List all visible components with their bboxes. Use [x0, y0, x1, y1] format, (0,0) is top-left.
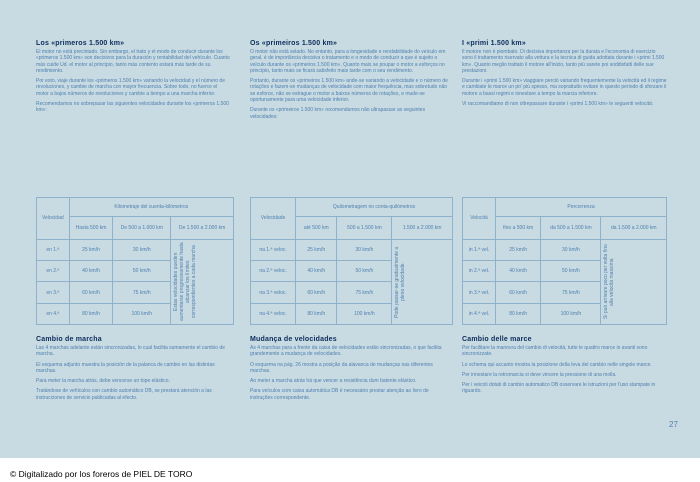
sub-header: até 500 km — [296, 216, 337, 239]
speed-cell: 25 km/h — [296, 239, 337, 260]
speed-cell: 75 km/h — [541, 282, 601, 303]
speed-cell: 40 km/h — [69, 261, 113, 282]
paragraph: Por esto, viaje durante los «primeros 1.500 km» variando la velocidad y el número de revoluciones, y cambie de marcha con mayor frecuencia. Sobre todo, no fuerce el motor a bajos números de revoluciones y cambie a tiempo a una marcha inferior. — [36, 78, 225, 97]
gear-cell: in 4.ª vel. — [463, 303, 496, 324]
speed-cell: 50 km/h — [337, 261, 392, 282]
speed-table-italian — [462, 197, 667, 325]
paragraph: Tratándose de vehículos con cambio automático DB, se prestará atención a las instrucciones de servicio publicadas al efecto. — [36, 388, 212, 401]
gear-cell: na 1.ª veloc. — [251, 239, 296, 260]
speed-cell: 60 km/h — [496, 282, 541, 303]
table-row — [251, 239, 453, 260]
sub-header: De 1.500 a 2.000 km — [171, 216, 234, 239]
speed-cell: 25 km/h — [496, 239, 541, 260]
speed-cell: 40 km/h — [496, 261, 541, 282]
gear-cell: en 3.ª — [37, 282, 70, 303]
gearshift-portuguese — [250, 336, 450, 405]
paragraph: Para veículos com caixa automática DB é necessário prestar atenção ao livro de instruções correspondente. — [250, 388, 429, 401]
paragraph: Portanto, durante os «primeiros 1.500 km» ande-se variando a velocidade e o número de rotações e fazem-se mudanças de velocidade com maior frequência, mas sobretudo não se esforce, não se estrague o motor a baixos números de rotações, e mude-se oportunamente para uma velocidade inferior. — [250, 78, 448, 104]
speed-cell: 80 km/h — [296, 303, 337, 324]
gear-cell: en 1.ª — [37, 239, 70, 260]
paragraph: Il motore non è piombato. Di decisiva importanza per la durata e l'economia di esercizio sono il trattamento riservato alla vettura e la tecnica di guida adottata durante i «primi 1.500 km». Quanto meglio trattato il motore all'inizio, tanto più sarete poi soddisfatti delle sue prestazioni. — [462, 49, 665, 74]
paragraph: Durante os «primeiros 1.500 km» recomendamos não ultrapassar as seguintes velocidades: — [250, 107, 426, 120]
paragraph: El esquema adjunto muestra la posición de la palanca de cambio en las distintas marchas. — [36, 361, 215, 374]
speed-cell: 50 km/h — [541, 261, 601, 282]
paragraph: Ao meter a marcha atrás há que vencer a resistência dum batente elástico. — [250, 378, 417, 385]
paragraph: Vi raccomandiamo di non oltrepassare durante i «primi 1.500 km» le seguenti velocità: — [462, 101, 654, 108]
paragraph: Recomendamos no sobrepasar las siguientes velocidades durante los «primeros 1.500 km»: — [36, 101, 229, 114]
group-header: Quilometragem no conta-quilómetros — [296, 198, 453, 217]
speed-cell: 100 km/h — [541, 303, 601, 324]
gear-cell: na 3.ª veloc. — [251, 282, 296, 303]
group-header: Kilometraje del cuenta-kilómetros — [69, 198, 233, 217]
column-portuguese — [250, 40, 450, 124]
sub-header: 1.500 a 2.000 km — [392, 216, 453, 239]
table-row — [463, 239, 667, 260]
vertical-note: Estas velocidades pueden aumentarse progresivamente hasta alcanzar los límites correspondientes a cada marcha — [173, 242, 198, 322]
speed-table-portuguese — [250, 197, 453, 325]
vertical-note-cell — [392, 239, 453, 324]
gear-cell: na 4.ª veloc. — [251, 303, 296, 324]
sub-header: Hasta 500 km — [69, 216, 113, 239]
section-title: Os «primeiros 1.500 km» — [250, 40, 338, 47]
paragraph: O esquema na pág. 26 mostra a posição da alavanca de mudanças nas diferentes marchas. — [250, 361, 433, 374]
paragraph: El motor no está precintado. Sin embargo, el trato y el modo de conducir durante los «primeros 1.500 km» son decisivos para la duración y rentabilidad del vehículo. Cuanto más cuide Ud. el motor al principio, tanto más contento estará más tarde de su rendimiento. — [36, 49, 230, 74]
page-number: 27 — [669, 420, 678, 429]
vertical-note: Si può arrivare poco per volta fino alla velocità massima — [603, 244, 616, 320]
speed-cell: 100 km/h — [113, 303, 171, 324]
column-spanish — [36, 40, 231, 118]
speed-cell: 50 km/h — [113, 261, 171, 282]
speed-cell: 25 km/h — [69, 239, 113, 260]
vertical-note-cell — [601, 239, 667, 324]
gear-cell: en 2.ª — [37, 261, 70, 282]
speed-cell: 75 km/h — [337, 282, 392, 303]
paragraph: O motor não está selado. No entanto, para a longevidade e rendabilidade do veículo em geral, é de importância decisiva o tratamento e o modo de conduzir a que é sujeito o veículo durante os «primeiros 1.500 km». Quanto mais se poupar o motor a esforços no princípio, tanto mais se ficará satisfeito mais tarde com o seu rendimento. — [250, 49, 446, 74]
speed-cell: 60 km/h — [69, 282, 113, 303]
gear-cell: in 1.ª vel. — [463, 239, 496, 260]
speed-cell: 30 km/h — [337, 239, 392, 260]
speed-table-spanish — [36, 197, 234, 325]
column-italian — [462, 40, 667, 111]
sub-header: da 1.500 a 2.000 km — [601, 216, 667, 239]
speed-cell: 30 km/h — [113, 239, 171, 260]
paragraph: Para meter la marcha atrás, debe vencerse un tope elástico. — [36, 378, 170, 385]
gear-cell: in 2.ª vel. — [463, 261, 496, 282]
speed-cell: 60 km/h — [296, 282, 337, 303]
speed-cell: 40 km/h — [296, 261, 337, 282]
vertical-note: Pode passar-se gradualmente a pleno velocidade. — [394, 246, 407, 318]
speed-cell: 100 km/h — [337, 303, 392, 324]
section-title: I «primi 1.500 km» — [462, 40, 526, 47]
section-title: Cambio delle marce — [462, 336, 532, 343]
group-header: Percorrenza — [496, 198, 667, 217]
sub-header: 500 a 1.500 km — [337, 216, 392, 239]
sub-header: De 500 a 1.000 km — [113, 216, 171, 239]
paragraph: Durante i «primi 1.500 km» viaggiare perciò variando frequentemente la velocità ed il regime e cambiate le marce un po' più spesso, ma soprattutto evitare in questo periodo di sforzare il motore a bassi regimi e innestare a tempo la marcia inferiore. — [462, 78, 667, 97]
column-header-speed: Velocidad — [37, 198, 70, 240]
speed-cell: 30 km/h — [541, 239, 601, 260]
table-row — [37, 239, 234, 260]
credit-line: © Digitalizado por los foreros de PIEL DE TORO — [10, 466, 700, 482]
gear-cell: na 2.ª veloc. — [251, 261, 296, 282]
paragraph: Las 4 marchas adelante están sincronizadas, lo cual facilita sumamente el cambio de marcha. — [36, 345, 225, 358]
speed-cell: 80 km/h — [69, 303, 113, 324]
gearshift-italian — [462, 336, 667, 399]
paragraph: Per innestare la retromarcia si deve vincere la pressione di una molla. — [462, 371, 617, 378]
section-title: Los «primeros 1.500 km» — [36, 40, 125, 47]
paragraph: Per facilitare la manovra del cambio di velocità, tutte le quattro marce in avanti sono sincronizzate. — [462, 345, 648, 358]
gear-cell: en 4.ª — [37, 303, 70, 324]
sub-header: fino a 500 km — [496, 216, 541, 239]
column-header-speed: Velocità — [463, 198, 496, 240]
gearshift-spanish — [36, 336, 231, 405]
vertical-note-cell — [171, 239, 234, 324]
paragraph: Lo schema qui accanto mostra la posizione della leva del cambio nelle singole marce. — [462, 361, 652, 368]
column-header-speed: Velocidade — [251, 198, 296, 240]
gear-cell: in 3.ª vel. — [463, 282, 496, 303]
sub-header: da 500 a 1.500 km — [541, 216, 601, 239]
speed-cell: 80 km/h — [496, 303, 541, 324]
section-title: Mudança de velocidades — [250, 336, 337, 343]
paragraph: Per i veicoli dotati di cambio automatico DB osservare le istruzioni per l'uso stampate in riguardo. — [462, 382, 656, 395]
section-title: Cambio de marcha — [36, 336, 102, 343]
paragraph: As 4 marchas para a frente da caixa de velocidades estão sincronizadas, o que facilita grandemente a mudança de velocidades. — [250, 345, 442, 358]
speed-cell: 75 km/h — [113, 282, 171, 303]
